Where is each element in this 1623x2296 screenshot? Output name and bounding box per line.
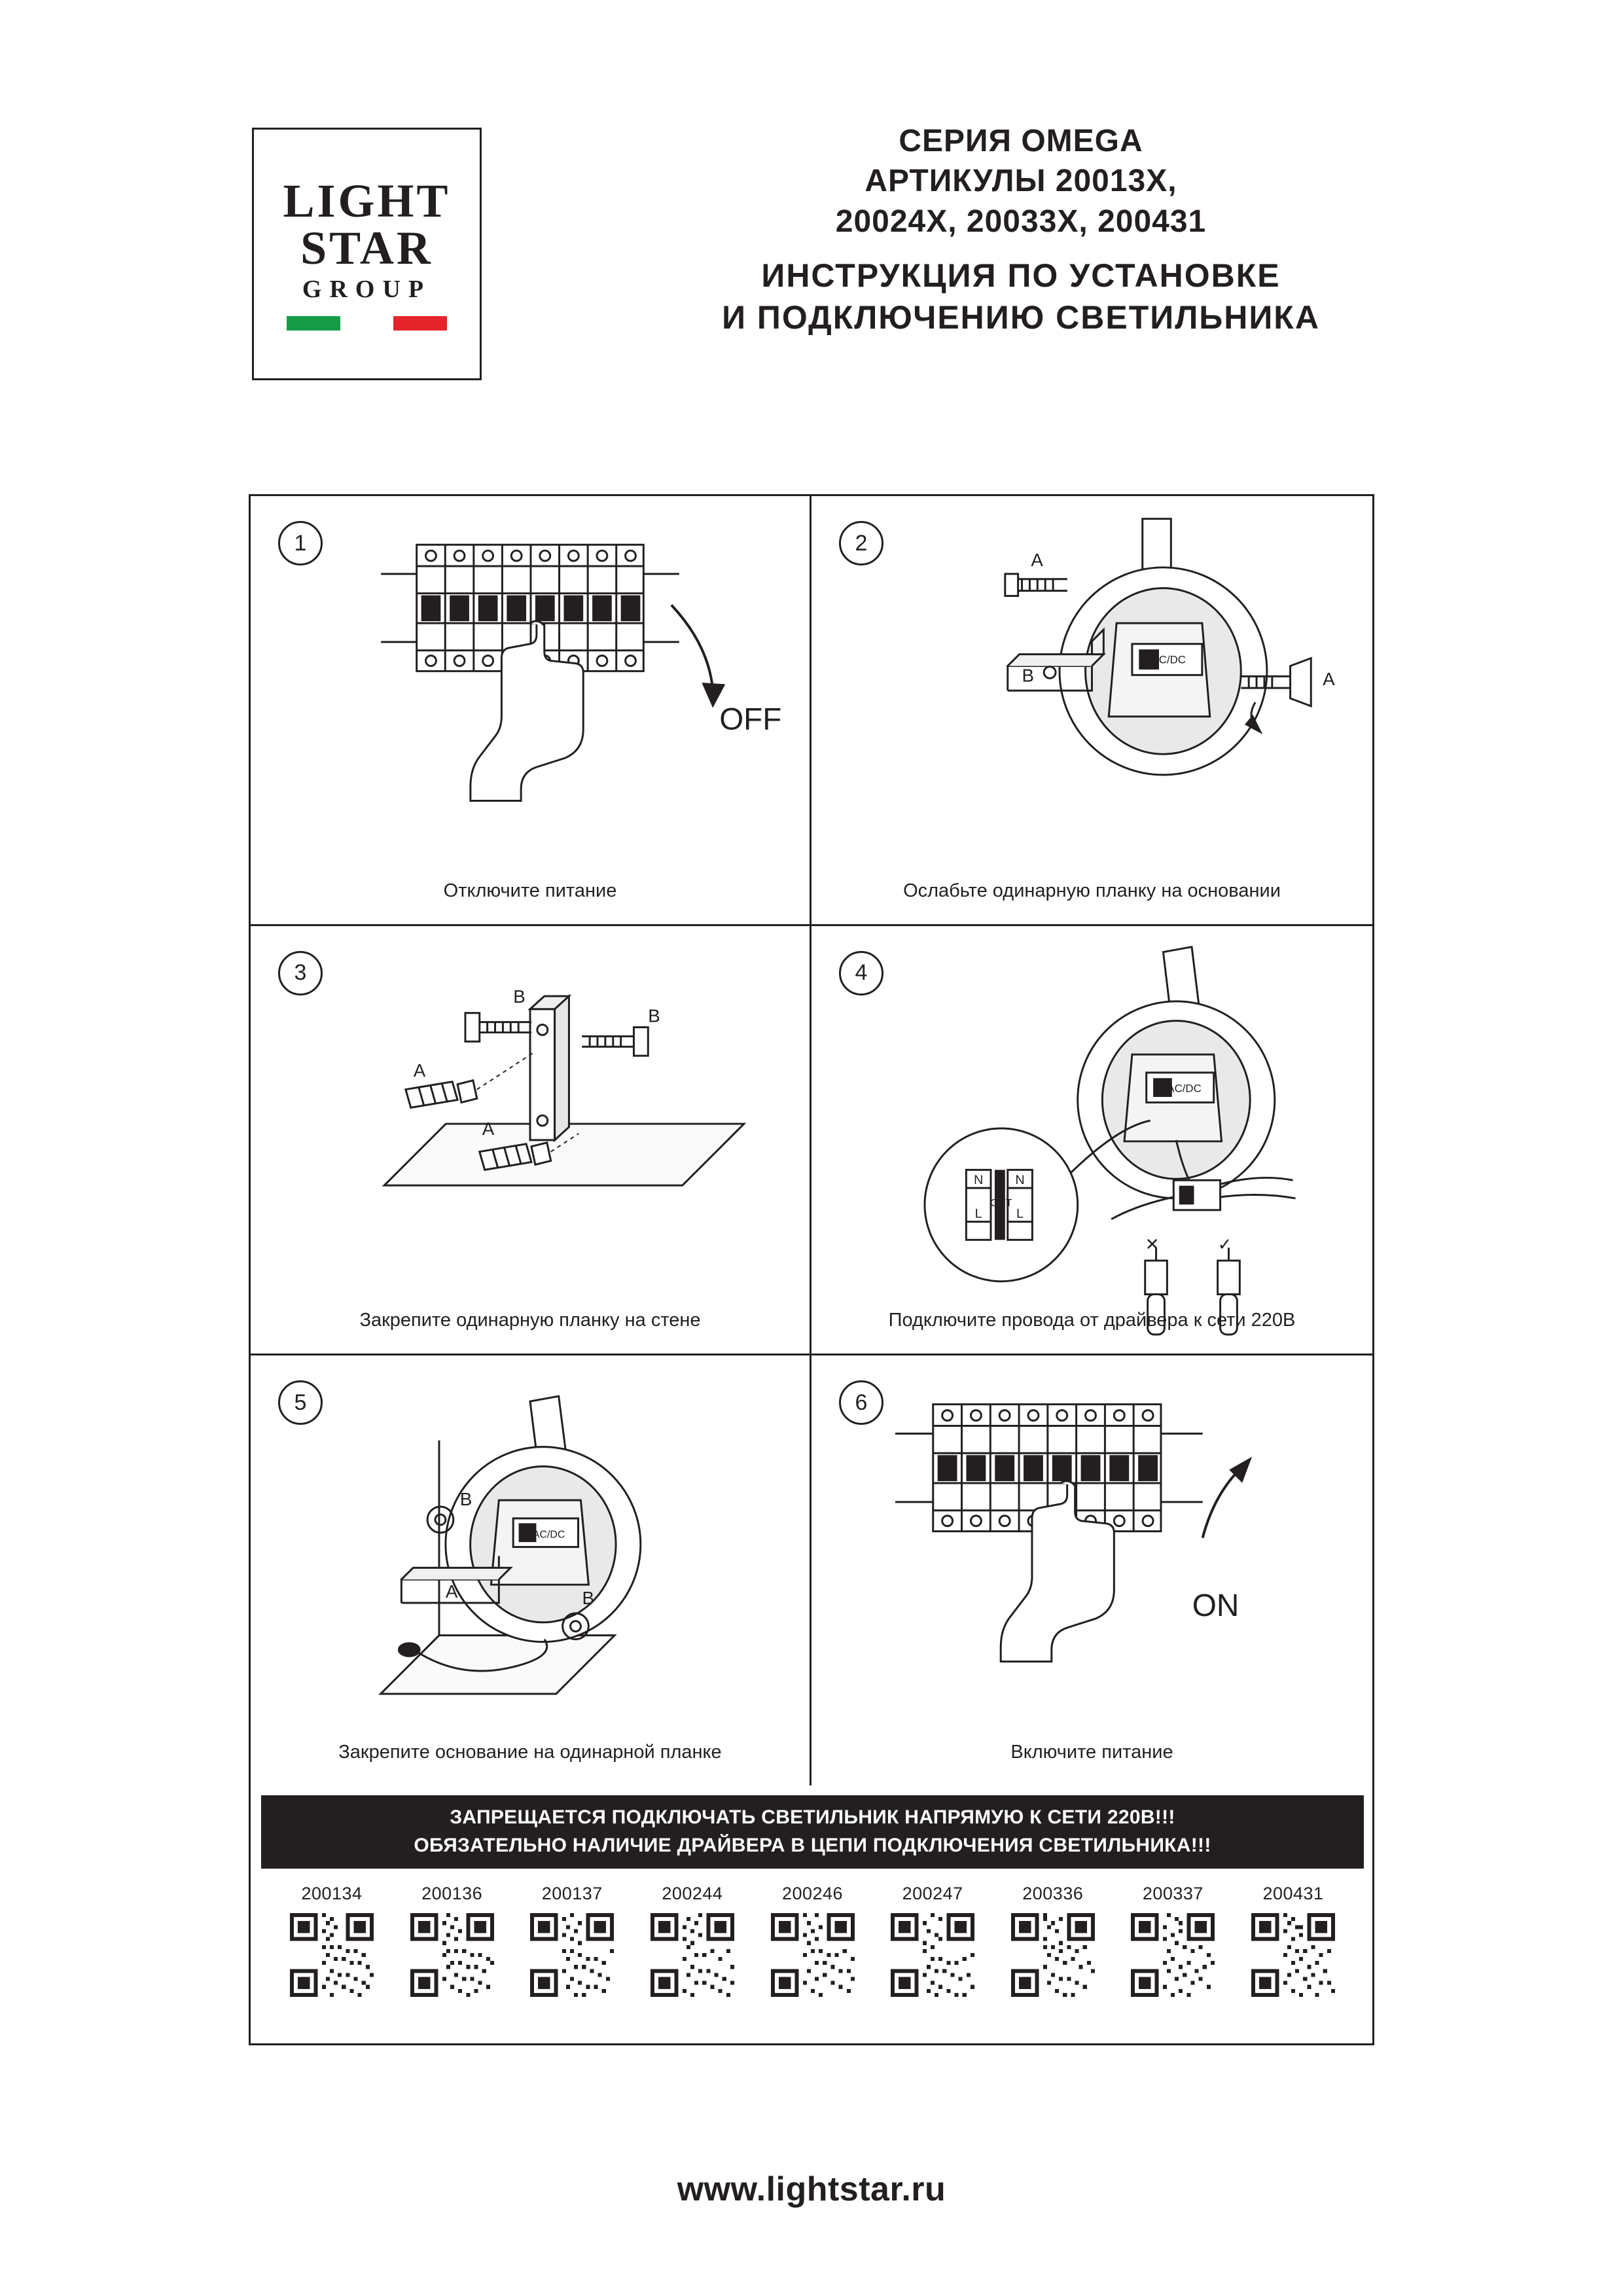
step5-driver-label: AC/DC <box>532 1530 565 1541</box>
qr-label: 200137 <box>541 1884 603 1903</box>
step2-label-a-right: A <box>1323 669 1335 690</box>
qr-code-icon[interactable] <box>1131 1913 1215 1997</box>
qr-code-icon[interactable] <box>651 1913 734 1997</box>
instruction-frame <box>249 494 1374 2045</box>
document-title <box>576 121 1466 338</box>
step-illustration-6 <box>812 1355 1372 1785</box>
qr-code-icon[interactable] <box>530 1913 614 1997</box>
step-caption-6: Включите питание <box>1010 1742 1173 1763</box>
step3-label-a-1: A <box>413 1060 426 1081</box>
qr-item <box>279 1884 384 1997</box>
step-number-6: 6 <box>839 1380 883 1425</box>
step-number-3: 3 <box>278 951 323 996</box>
qr-item <box>880 1884 985 1997</box>
step5-label-b-2: B <box>582 1588 594 1609</box>
qr-label: 200337 <box>1142 1884 1204 1903</box>
step2-driver-label: AC/DC <box>1151 653 1186 666</box>
qr-code-icon[interactable] <box>1251 1913 1335 1997</box>
title-series: СЕРИЯ OMEGA <box>899 124 1143 158</box>
step-cell-1 <box>251 496 812 926</box>
step4-terminal-n-1: N <box>974 1172 984 1187</box>
step6-state-label: ON <box>1192 1588 1240 1624</box>
step4-terminal-l-2: L <box>1016 1206 1024 1221</box>
step-caption-2: Ослабьте одинарную планку на основании <box>903 880 1281 901</box>
footer-website[interactable]: www.lightstar.ru <box>677 2170 946 2208</box>
qr-item <box>640 1884 745 1997</box>
page-header <box>0 121 1623 396</box>
qr-label: 200336 <box>1022 1884 1084 1903</box>
qr-label: 200246 <box>781 1884 844 1903</box>
warning-line-2: ОБЯЗАТЕЛЬНО НАЛИЧИЕ ДРАЙВЕРА В ЦЕПИ ПОДКЛЮЧЕНИЯ СВЕТИЛЬНИКА!!! <box>414 1835 1211 1856</box>
title-articles-2: 20024X, 20033X, 200431 <box>835 204 1207 239</box>
qr-code-icon[interactable] <box>771 1913 855 1997</box>
step3-label-b-1: B <box>513 986 526 1007</box>
qr-label: 200431 <box>1262 1884 1324 1903</box>
step-illustration-3 <box>251 926 810 1354</box>
step-illustration-4 <box>812 926 1372 1354</box>
title-instruction-2: И ПОДКЛЮЧЕНИЮ СВЕТИЛЬНИКА <box>722 299 1320 336</box>
qr-item <box>400 1884 505 1997</box>
steps-grid <box>251 496 1372 1785</box>
logo-line-light: LIGHT <box>283 175 451 227</box>
qr-item <box>1001 1884 1105 1997</box>
step-number-4: 4 <box>839 951 883 996</box>
step-number-2: 2 <box>839 521 883 565</box>
qr-label: 200247 <box>902 1884 963 1903</box>
step-caption-1: Отключите питание <box>443 880 617 901</box>
step-cell-6 <box>812 1355 1372 1785</box>
step-caption-5: Закрепите основание на одинарной планке <box>338 1742 722 1763</box>
qr-code-icon[interactable] <box>290 1913 374 1997</box>
step-number-5: 5 <box>278 1380 323 1425</box>
step2-label-a-top: A <box>1031 549 1043 570</box>
qr-code-icon[interactable] <box>410 1913 494 1997</box>
step3-label-a-2: A <box>482 1118 495 1139</box>
title-instruction-1: ИНСТРУКЦИЯ ПО УСТАНОВКЕ <box>761 257 1281 295</box>
qr-item <box>1120 1884 1225 1997</box>
logo-line-star: STAR <box>300 222 433 274</box>
qr-code-icon[interactable] <box>1011 1913 1095 1997</box>
step-cell-5 <box>251 1355 812 1785</box>
step-cell-3 <box>251 926 812 1356</box>
logo-line-group: GROUP <box>302 276 432 303</box>
qr-label: 200136 <box>421 1884 483 1903</box>
step5-label-b-1: B <box>459 1489 473 1510</box>
step4-mark-right: ✓ <box>1217 1235 1232 1254</box>
qr-item <box>760 1884 865 1997</box>
step-caption-3: Закрепите одинарную планку на стене <box>359 1310 701 1331</box>
qr-item <box>520 1884 624 1997</box>
step4-driver-label: AC/DC <box>1167 1082 1202 1095</box>
step-illustration-5 <box>251 1355 810 1785</box>
warning-banner <box>261 1795 1364 1869</box>
step2-label-b: B <box>1022 665 1035 686</box>
qr-code-icon[interactable] <box>891 1913 974 1997</box>
step-illustration-1 <box>251 496 810 924</box>
brand-logo <box>252 128 482 380</box>
italy-flag-icon <box>287 316 447 331</box>
step5-label-a: A <box>445 1581 458 1602</box>
step-cell-4 <box>812 926 1372 1356</box>
step1-state-label: OFF <box>719 702 782 737</box>
warning-line-1: ЗАПРЕЩАЕТСЯ ПОДКЛЮЧАТЬ СВЕТИЛЬНИК НАПРЯМУЮ К СЕТИ 220В!!! <box>450 1806 1175 1829</box>
step4-out-label: OUT <box>990 1197 1012 1209</box>
step4-terminal-l-1: L <box>974 1206 982 1221</box>
step-number-1: 1 <box>278 521 323 565</box>
step3-label-b-2: B <box>648 1005 660 1026</box>
step4-mark-wrong: ✕ <box>1145 1235 1160 1254</box>
title-articles-1: АРТИКУЛЫ 20013X, <box>865 164 1177 199</box>
step-cell-2 <box>812 496 1372 926</box>
step-illustration-2 <box>812 496 1372 924</box>
qr-label: 200244 <box>662 1884 723 1903</box>
qr-item <box>1241 1884 1346 1997</box>
qr-code-strip <box>261 1884 1364 1997</box>
qr-label: 200134 <box>301 1884 363 1903</box>
step-caption-4: Подключите провода от драйвера к сети 220В <box>888 1310 1296 1331</box>
step4-terminal-n-2: N <box>1015 1172 1025 1187</box>
